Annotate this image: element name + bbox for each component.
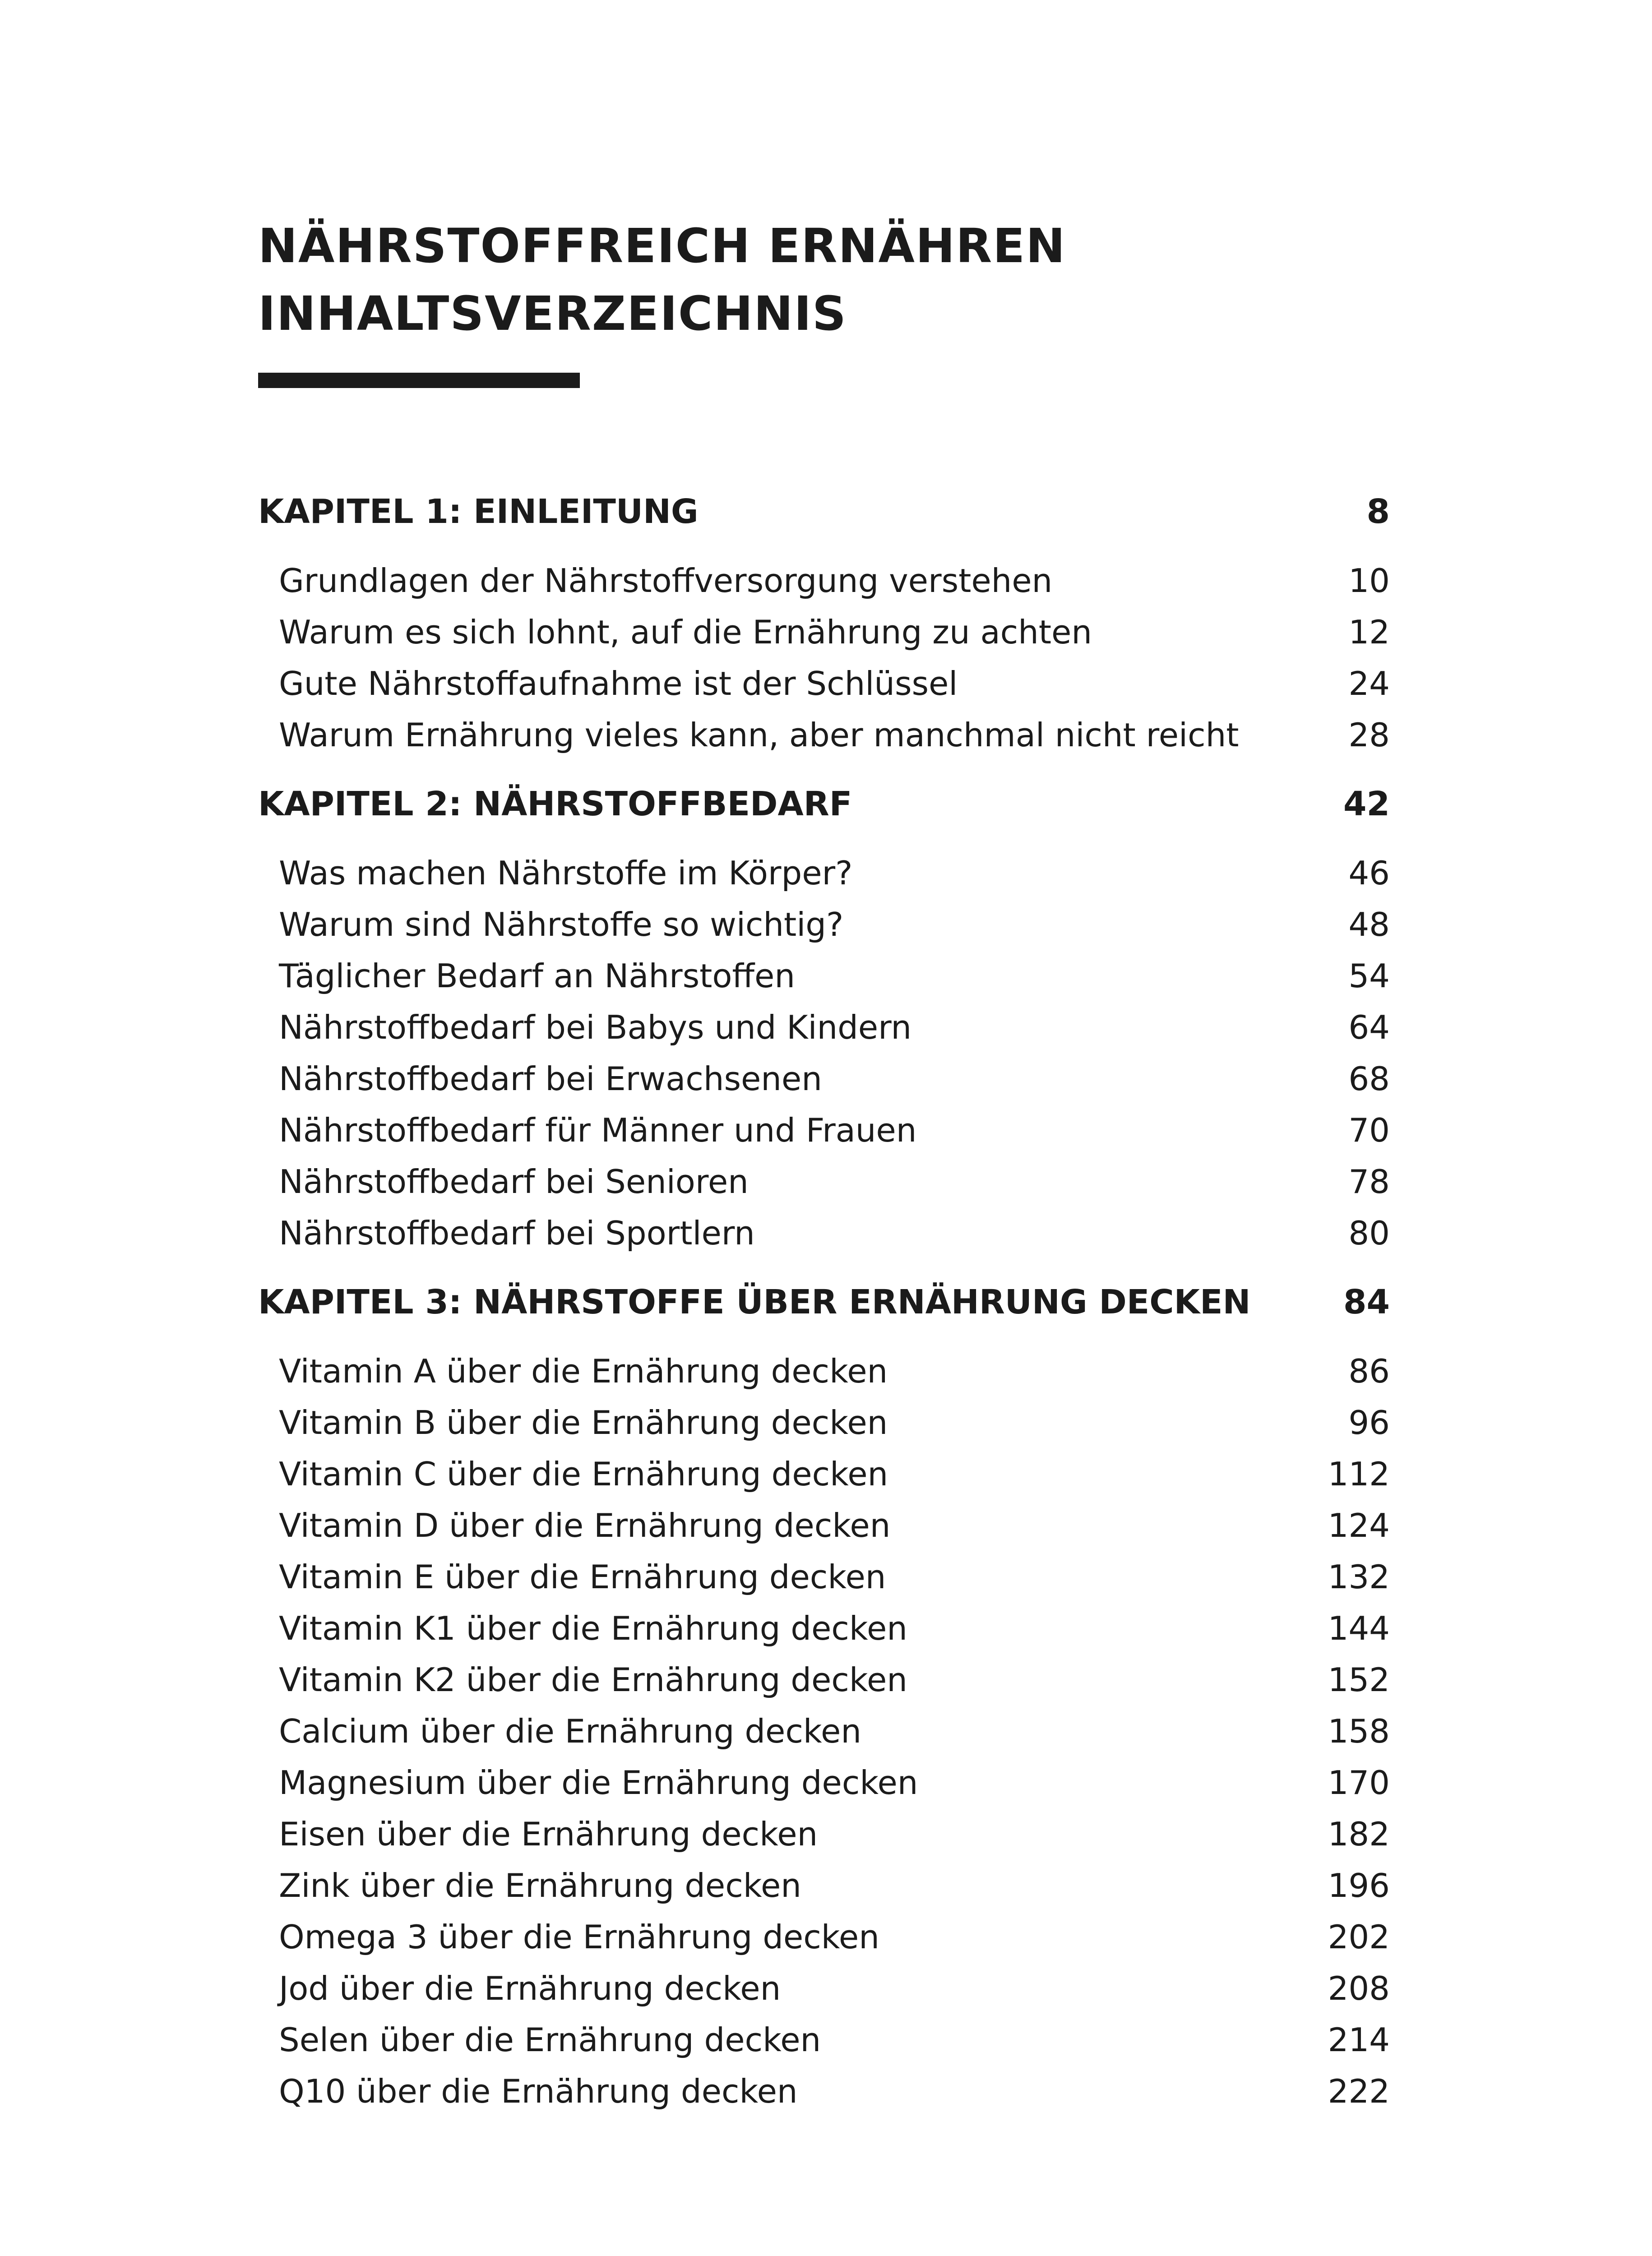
chapter-entry-list	[258, 847, 1390, 1259]
toc-entry-page-number: 28	[1348, 716, 1390, 754]
toc-entry-label: Calcium über die Ernährung decken	[279, 1712, 861, 1750]
chapter-2	[258, 781, 1390, 1259]
toc-entry-page-number: 48	[1348, 906, 1390, 943]
chapter-page-number: 84	[1343, 1283, 1390, 1322]
toc-entry-label: Nährstoffbedarf für Männer und Frauen	[279, 1111, 917, 1149]
toc-entry	[258, 1551, 1390, 1603]
toc-entry	[258, 1963, 1390, 2014]
toc-entry	[258, 1654, 1390, 1706]
page-title	[258, 212, 1390, 347]
chapter-page-number: 42	[1343, 785, 1390, 823]
toc-entry-page-number: 112	[1328, 1455, 1390, 1493]
toc-entry-label: Vitamin C über die Ernährung decken	[279, 1455, 888, 1493]
toc-entry	[258, 1448, 1390, 1500]
toc-entry-label: Nährstoffbedarf bei Erwachsenen	[279, 1060, 822, 1098]
toc-entry-page-number: 208	[1328, 1969, 1390, 2007]
toc-entry-label: Eisen über die Ernährung decken	[279, 1815, 818, 1853]
chapter-heading	[258, 781, 1390, 827]
toc-entry	[258, 1808, 1390, 1860]
toc-entry-label: Vitamin K1 über die Ernährung decken	[279, 1609, 907, 1647]
toc-entry	[258, 1757, 1390, 1808]
toc-entry	[258, 2066, 1390, 2117]
toc-entry	[258, 1053, 1390, 1105]
chapter-title: KAPITEL 1: EINLEITUNG	[258, 492, 699, 531]
toc-entry	[258, 1860, 1390, 1911]
toc-entry-label: Vitamin A über die Ernährung decken	[279, 1352, 888, 1390]
title-line-2: INHALTSVERZEICHNIS	[258, 286, 847, 341]
toc-entry-label: Täglicher Bedarf an Nährstoffen	[279, 957, 795, 995]
toc-entry-label: Nährstoffbedarf bei Babys und Kindern	[279, 1008, 912, 1046]
toc-entry	[258, 2014, 1390, 2066]
toc-entry-page-number: 196	[1328, 1867, 1390, 1905]
toc-entry-page-number: 54	[1348, 957, 1390, 995]
toc-entry-label: Warum es sich lohnt, auf die Ernährung zu achten	[279, 613, 1092, 651]
chapter-entry-list	[258, 1345, 1390, 2117]
toc-entry	[258, 658, 1390, 709]
title-line-1: NÄHRSTOFFREICH ERNÄHREN	[258, 218, 1066, 273]
chapter-1	[258, 489, 1390, 761]
toc-entry-page-number: 10	[1348, 562, 1390, 600]
toc-entry-label: Vitamin K2 über die Ernährung decken	[279, 1661, 907, 1699]
chapter-3	[258, 1280, 1390, 2117]
toc-entry	[258, 847, 1390, 899]
toc-entry-page-number: 70	[1348, 1111, 1390, 1149]
toc-entry	[258, 1911, 1390, 1963]
toc-entry	[258, 555, 1390, 606]
toc-entry	[258, 606, 1390, 658]
toc-entry-label: Vitamin B über die Ernährung decken	[279, 1404, 888, 1442]
toc-entry-page-number: 144	[1328, 1609, 1390, 1647]
chapter-page-number: 8	[1366, 492, 1390, 531]
toc-entry-page-number: 182	[1328, 1815, 1390, 1853]
toc-entry-page-number: 46	[1348, 854, 1390, 892]
toc-entry-label: Zink über die Ernährung decken	[279, 1867, 801, 1905]
toc-entry-label: Was machen Nährstoffe im Körper?	[279, 854, 853, 892]
toc-entry-page-number: 68	[1348, 1060, 1390, 1098]
toc-entry	[258, 1345, 1390, 1397]
toc-entry-label: Magnesium über die Ernährung decken	[279, 1764, 918, 1802]
toc-entry	[258, 950, 1390, 1002]
chapter-heading	[258, 489, 1390, 534]
chapter-title: KAPITEL 3: NÄHRSTOFFE ÜBER ERNÄHRUNG DECKEN	[258, 1283, 1251, 1322]
toc-entry-page-number: 170	[1328, 1764, 1390, 1802]
toc-entry-page-number: 132	[1328, 1558, 1390, 1596]
toc-entry-label: Vitamin E über die Ernährung decken	[279, 1558, 886, 1596]
toc-entry-label: Warum sind Nährstoffe so wichtig?	[279, 906, 844, 943]
toc-entry-page-number: 24	[1348, 665, 1390, 703]
toc-entry-page-number: 96	[1348, 1404, 1390, 1442]
toc-entry-label: Vitamin D über die Ernährung decken	[279, 1507, 891, 1544]
toc-entry	[258, 1207, 1390, 1259]
toc-entry-page-number: 158	[1328, 1712, 1390, 1750]
toc-entry-page-number: 202	[1328, 1918, 1390, 1956]
toc-entry	[258, 1603, 1390, 1654]
toc-entry	[258, 1105, 1390, 1156]
toc-entry-page-number: 124	[1328, 1507, 1390, 1544]
toc-entry-page-number: 222	[1328, 2072, 1390, 2110]
toc-entry	[258, 1397, 1390, 1448]
toc-entry-label: Nährstoffbedarf bei Senioren	[279, 1163, 749, 1201]
toc-entry-page-number: 86	[1348, 1352, 1390, 1390]
toc-entry-label: Omega 3 über die Ernährung decken	[279, 1918, 879, 1956]
toc-entry	[258, 709, 1390, 761]
chapter-entry-list	[258, 555, 1390, 761]
table-of-contents	[258, 489, 1390, 2117]
toc-entry-label: Gute Nährstoffaufnahme ist der Schlüssel	[279, 665, 958, 703]
toc-entry-page-number: 80	[1348, 1214, 1390, 1252]
toc-entry-label: Selen über die Ernährung decken	[279, 2021, 821, 2059]
toc-entry-label: Q10 über die Ernährung decken	[279, 2072, 798, 2110]
chapter-heading	[258, 1280, 1390, 1325]
toc-entry-label: Grundlagen der Nährstoffversorgung verstehen	[279, 562, 1053, 600]
toc-entry	[258, 899, 1390, 950]
toc-entry-page-number: 152	[1328, 1661, 1390, 1699]
chapter-title: KAPITEL 2: NÄHRSTOFFBEDARF	[258, 785, 852, 823]
toc-entry-label: Nährstoffbedarf bei Sportlern	[279, 1214, 755, 1252]
toc-page	[258, 212, 1390, 2117]
toc-entry	[258, 1156, 1390, 1207]
toc-entry	[258, 1500, 1390, 1551]
toc-entry	[258, 1002, 1390, 1053]
toc-entry-label: Jod über die Ernährung decken	[279, 1969, 781, 2007]
toc-entry-page-number: 78	[1348, 1163, 1390, 1201]
toc-entry-page-number: 12	[1348, 613, 1390, 651]
title-underline-bar	[258, 373, 580, 388]
toc-entry-page-number: 64	[1348, 1008, 1390, 1046]
toc-entry	[258, 1706, 1390, 1757]
toc-entry-label: Warum Ernährung vieles kann, aber manchmal nicht reicht	[279, 716, 1239, 754]
toc-entry-page-number: 214	[1328, 2021, 1390, 2059]
